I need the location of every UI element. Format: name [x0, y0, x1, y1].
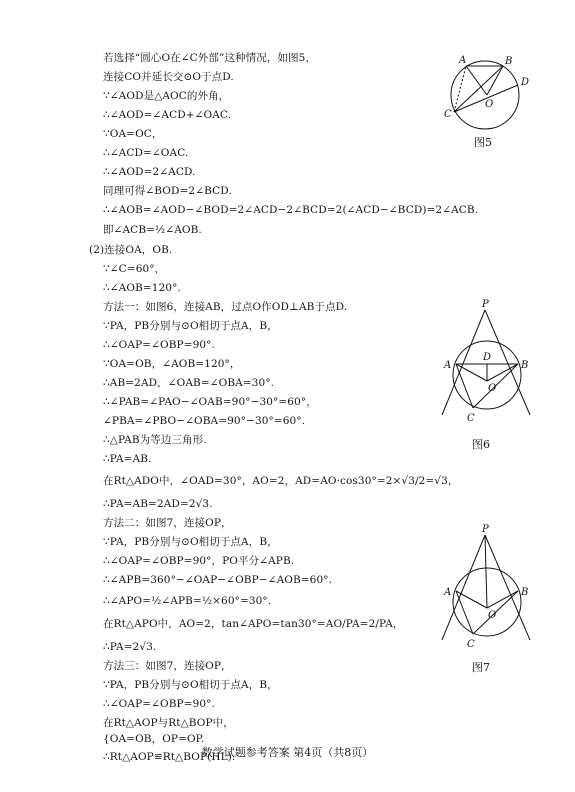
solution-line: ∵∠C=60°， — [103, 263, 166, 275]
fig6-line-ob — [487, 364, 518, 381]
solution-line: ∴AB=2AD，∠OAB=∠OBA=30°. — [103, 377, 275, 389]
solution-line: ∴∠PAB=∠PAO−∠OAB=90°−30°=60°， — [103, 396, 317, 408]
fig6-label-d: D — [483, 352, 492, 363]
solution-line: 在Rt△AOP与Rt△BOP中， — [103, 717, 234, 729]
fig7-label-a: A — [444, 587, 452, 598]
fig6-line-oa — [456, 364, 487, 381]
solution-line: 在Rt△ADO中，∠OAD=30°，AO=2，AD=AO·cos30°=2×√3/2=√3， — [103, 475, 459, 487]
solution-line: ∴∠AOD=2∠ACD. — [103, 166, 196, 178]
solution-line: 方法二：如图7，连接OP， — [103, 517, 232, 529]
fig5-line-bo — [487, 66, 503, 95]
fig6-label-b: B — [521, 360, 529, 371]
fig5-label-d: D — [521, 77, 530, 88]
solution-line: 若选择“圆心O在∠C外部”这种情况，如图5， — [103, 52, 317, 64]
fig6-caption: 图6 — [472, 438, 490, 451]
solution-line: ∴∠OAP=∠OBP=90°. — [103, 698, 215, 710]
solution-line: ∵PA，PB分别与⊙O相切于点A，B， — [103, 536, 278, 548]
solution-line: ∴PA=AB. — [103, 453, 152, 465]
fig7-line-oa — [456, 591, 487, 608]
fig5-circle — [451, 61, 519, 129]
solution-line: ∴∠ACD=∠OAC. — [103, 147, 189, 159]
solution-line: ∵PA，PB分别与⊙O相切于点A，B， — [103, 320, 278, 332]
page-footer: 数学试题参考答案 第4页（共8页） — [201, 746, 374, 759]
solution-line: 方法三：如图7，连接OP， — [103, 660, 232, 672]
solution-line: 在Rt△APO中，AO=2，tan∠APO=tan30°=AO/PA=2/PA， — [103, 618, 404, 630]
fig6-label-o: O — [488, 383, 497, 394]
fig6-label-c: C — [467, 413, 475, 424]
solution-line: ∴∠AOB=120°. — [103, 282, 181, 294]
solution-line: ∴△PAB为等边三角形. — [103, 434, 207, 446]
fig5-line-cb — [454, 66, 503, 112]
fig5-label-o: O — [485, 99, 494, 110]
fig5-label-c: C — [444, 109, 452, 120]
fig7-label-b: B — [521, 587, 529, 598]
solution-line: {OA=OB，OP=OP. — [103, 733, 205, 745]
solution-line: ∴∠OAP=∠OBP=90°. — [103, 339, 215, 351]
solution-line: ∴∠AOD=∠ACD+∠OAC. — [103, 109, 232, 121]
fig7-label-p: P — [482, 524, 489, 535]
solution-line: ∴∠AOB=∠AOD−∠BOD=2∠ACD−2∠BCD=2(∠ACD−∠BCD)=2∠ACB. — [103, 204, 479, 216]
solution-line: ∴∠OAP=∠OBP=90°，PO平分∠APB. — [103, 555, 295, 567]
solution-line: (2)连接OA，OB. — [89, 244, 173, 256]
solution-line: ∵OA=OB，∠AOB=120°， — [103, 358, 241, 370]
fig7-label-c: C — [467, 639, 475, 650]
fig7-caption: 图7 — [472, 661, 490, 674]
solution-line: ∵∠AOD是△AOC的外角， — [103, 90, 230, 102]
fig7-label-o: O — [488, 610, 497, 621]
solution-line: 连接CO并延长交⊙O于点D. — [103, 71, 234, 83]
fig7-line-op — [485, 535, 487, 608]
fig5-line-ca — [454, 66, 466, 112]
solution-line: ∠PBA=∠PBO−∠OBA=90°−30°=60°. — [103, 415, 306, 427]
figure-7 — [432, 524, 547, 660]
fig5-label-b: B — [505, 56, 513, 67]
fig6-label-p: P — [482, 299, 489, 310]
solution-line: ∴Rt△AOP≌Rt△BOP(HL). — [103, 751, 236, 763]
fig5-caption: 图5 — [474, 136, 492, 149]
solution-line: ∵OA=OC， — [103, 128, 163, 140]
solution-line: ∴∠APO=½∠APB=½×60°=30°. — [103, 595, 272, 607]
figure-6 — [432, 299, 547, 435]
fig6-label-a: A — [444, 360, 452, 371]
solution-line: ∴PA=2√3. — [103, 641, 157, 653]
solution-line: ∴∠APB=360°−∠OAP−∠OBP−∠AOB=60°. — [103, 574, 333, 586]
solution-line: ∵PA，PB分别与⊙O相切于点A，B， — [103, 679, 278, 691]
solution-line: ∴PA=AB=2AD=2√3. — [103, 498, 213, 510]
solution-line: 即∠ACB=½∠AOB. — [103, 224, 202, 236]
fig6-line-ca — [456, 364, 473, 408]
fig5-label-a: A — [459, 55, 467, 66]
solution-line: 方法一：如图6，连接AB，过点O作OD⊥AB于点D. — [103, 301, 348, 313]
solution-line: 同理可得∠BOD=2∠BCD. — [103, 185, 232, 197]
